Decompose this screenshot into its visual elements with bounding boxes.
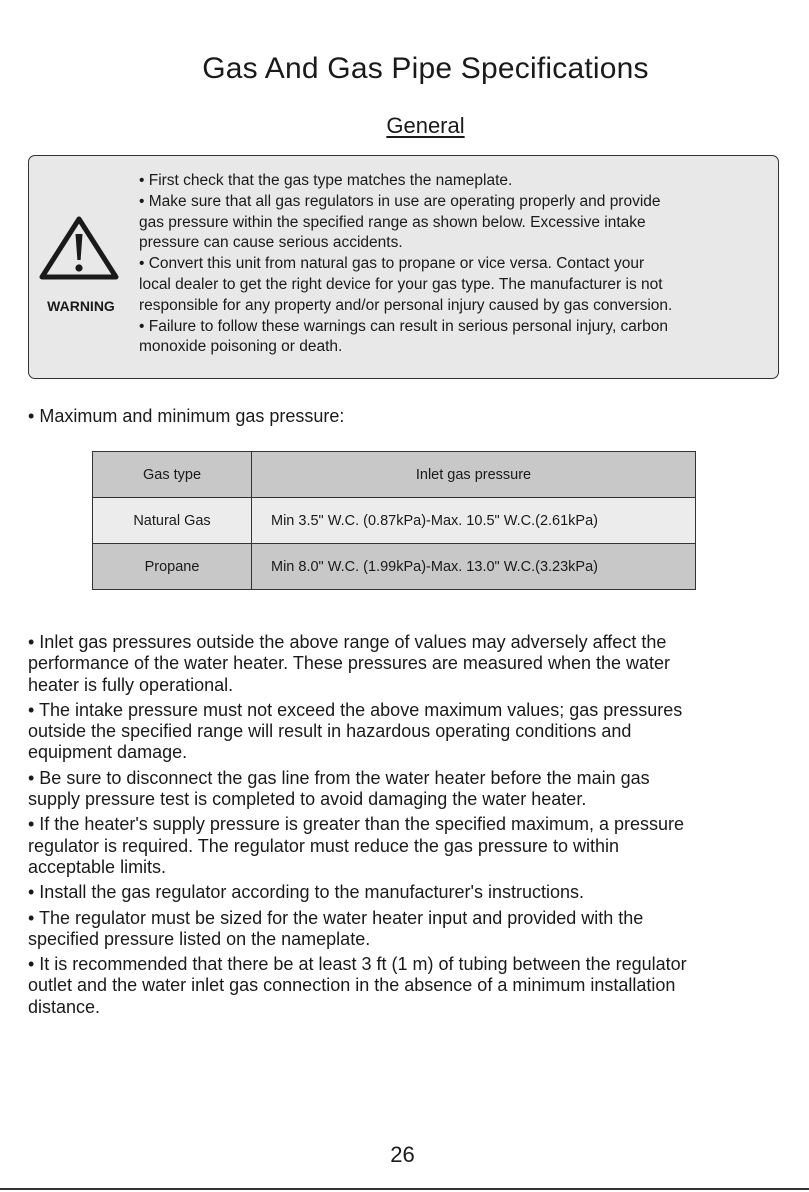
body-line: • Install the gas regulator according to the manufacturer's instructions. [28, 882, 585, 903]
body-line: distance. [28, 996, 101, 1017]
warning-line: monoxide poisoning or death. [139, 338, 343, 356]
body-line: regulator is required. The regulator must reduce the gas pressure to within [28, 835, 619, 856]
body-line: outside the specified range will result in hazardous operating conditions and [28, 721, 632, 742]
body-line: • Be sure to disconnect the gas line from the water heater before the main gas [28, 767, 650, 788]
body-line: performance of the water heater. These pressures are measured when the water [28, 653, 671, 674]
page-number: 26 [390, 1142, 415, 1167]
warning-line: local dealer to get the right device for your gas type. The manufacturer is not [139, 275, 663, 293]
warning-triangle-icon [39, 216, 119, 280]
page-title: Gas And Gas Pipe Specifications [202, 52, 649, 85]
gas-pressure-table [92, 451, 696, 590]
body-line: acceptable limits. [28, 856, 167, 877]
warning-line: gas pressure within the specified range as shown below. Excessive intake [139, 213, 646, 231]
bottom-divider [0, 1188, 809, 1190]
table-row [93, 544, 696, 590]
body-text [28, 632, 788, 1018]
table-row [93, 498, 696, 544]
warning-label: WARNING [47, 298, 115, 314]
pressure-cell: Min 3.5" W.C. (0.87kPa)-Max. 10.5" W.C.(2.61kPa) [252, 498, 696, 544]
body-line: specified pressure listed on the nameplate. [28, 928, 371, 949]
gas-type-cell: Natural Gas [93, 498, 252, 544]
warning-line: pressure can cause serious accidents. [139, 234, 403, 252]
body-line: equipment damage. [28, 742, 188, 763]
bullet-dot: • [28, 406, 35, 426]
body-line: heater is fully operational. [28, 674, 234, 695]
warning-line: • Make sure that all gas regulators in use are operating properly and provide [139, 192, 661, 210]
pressure-heading-text: Maximum and minimum gas pressure: [39, 406, 345, 426]
warning-line: responsible for any property and/or personal injury caused by gas conversion. [139, 296, 673, 314]
body-line: • It is recommended that there be at least 3 ft (1 m) of tubing between the regulator [28, 954, 687, 975]
gas-type-cell: Propane [93, 544, 252, 590]
body-line: • The intake pressure must not exceed the above maximum values; gas pressures [28, 699, 683, 720]
warning-line: • Failure to follow these warnings can result in serious personal injury, carbon [139, 317, 668, 335]
warning-line: • First check that the gas type matches the nameplate. [139, 172, 513, 189]
warning-text [139, 171, 775, 358]
section-subtitle: General [386, 113, 465, 138]
header-gas-type: Gas type [93, 452, 252, 498]
header-inlet-pressure: Inlet gas pressure [252, 452, 696, 498]
body-line: • If the heater's supply pressure is greater than the specified maximum, a pressure [28, 814, 685, 835]
table-header-row [93, 452, 696, 498]
pressure-heading [28, 406, 344, 427]
pressure-cell: Min 8.0" W.C. (1.99kPa)-Max. 13.0" W.C.(3.23kPa) [252, 544, 696, 590]
body-line: • The regulator must be sized for the water heater input and provided with the [28, 907, 644, 928]
body-line: outlet and the water inlet gas connection in the absence of a minimum installation [28, 975, 676, 996]
warning-box [28, 155, 779, 379]
body-line: • Inlet gas pressures outside the above range of values may adversely affect the [28, 632, 667, 652]
warning-line: • Convert this unit from natural gas to propane or vice versa. Contact your [139, 255, 645, 273]
body-line: supply pressure test is completed to avoid damaging the water heater. [28, 789, 587, 810]
